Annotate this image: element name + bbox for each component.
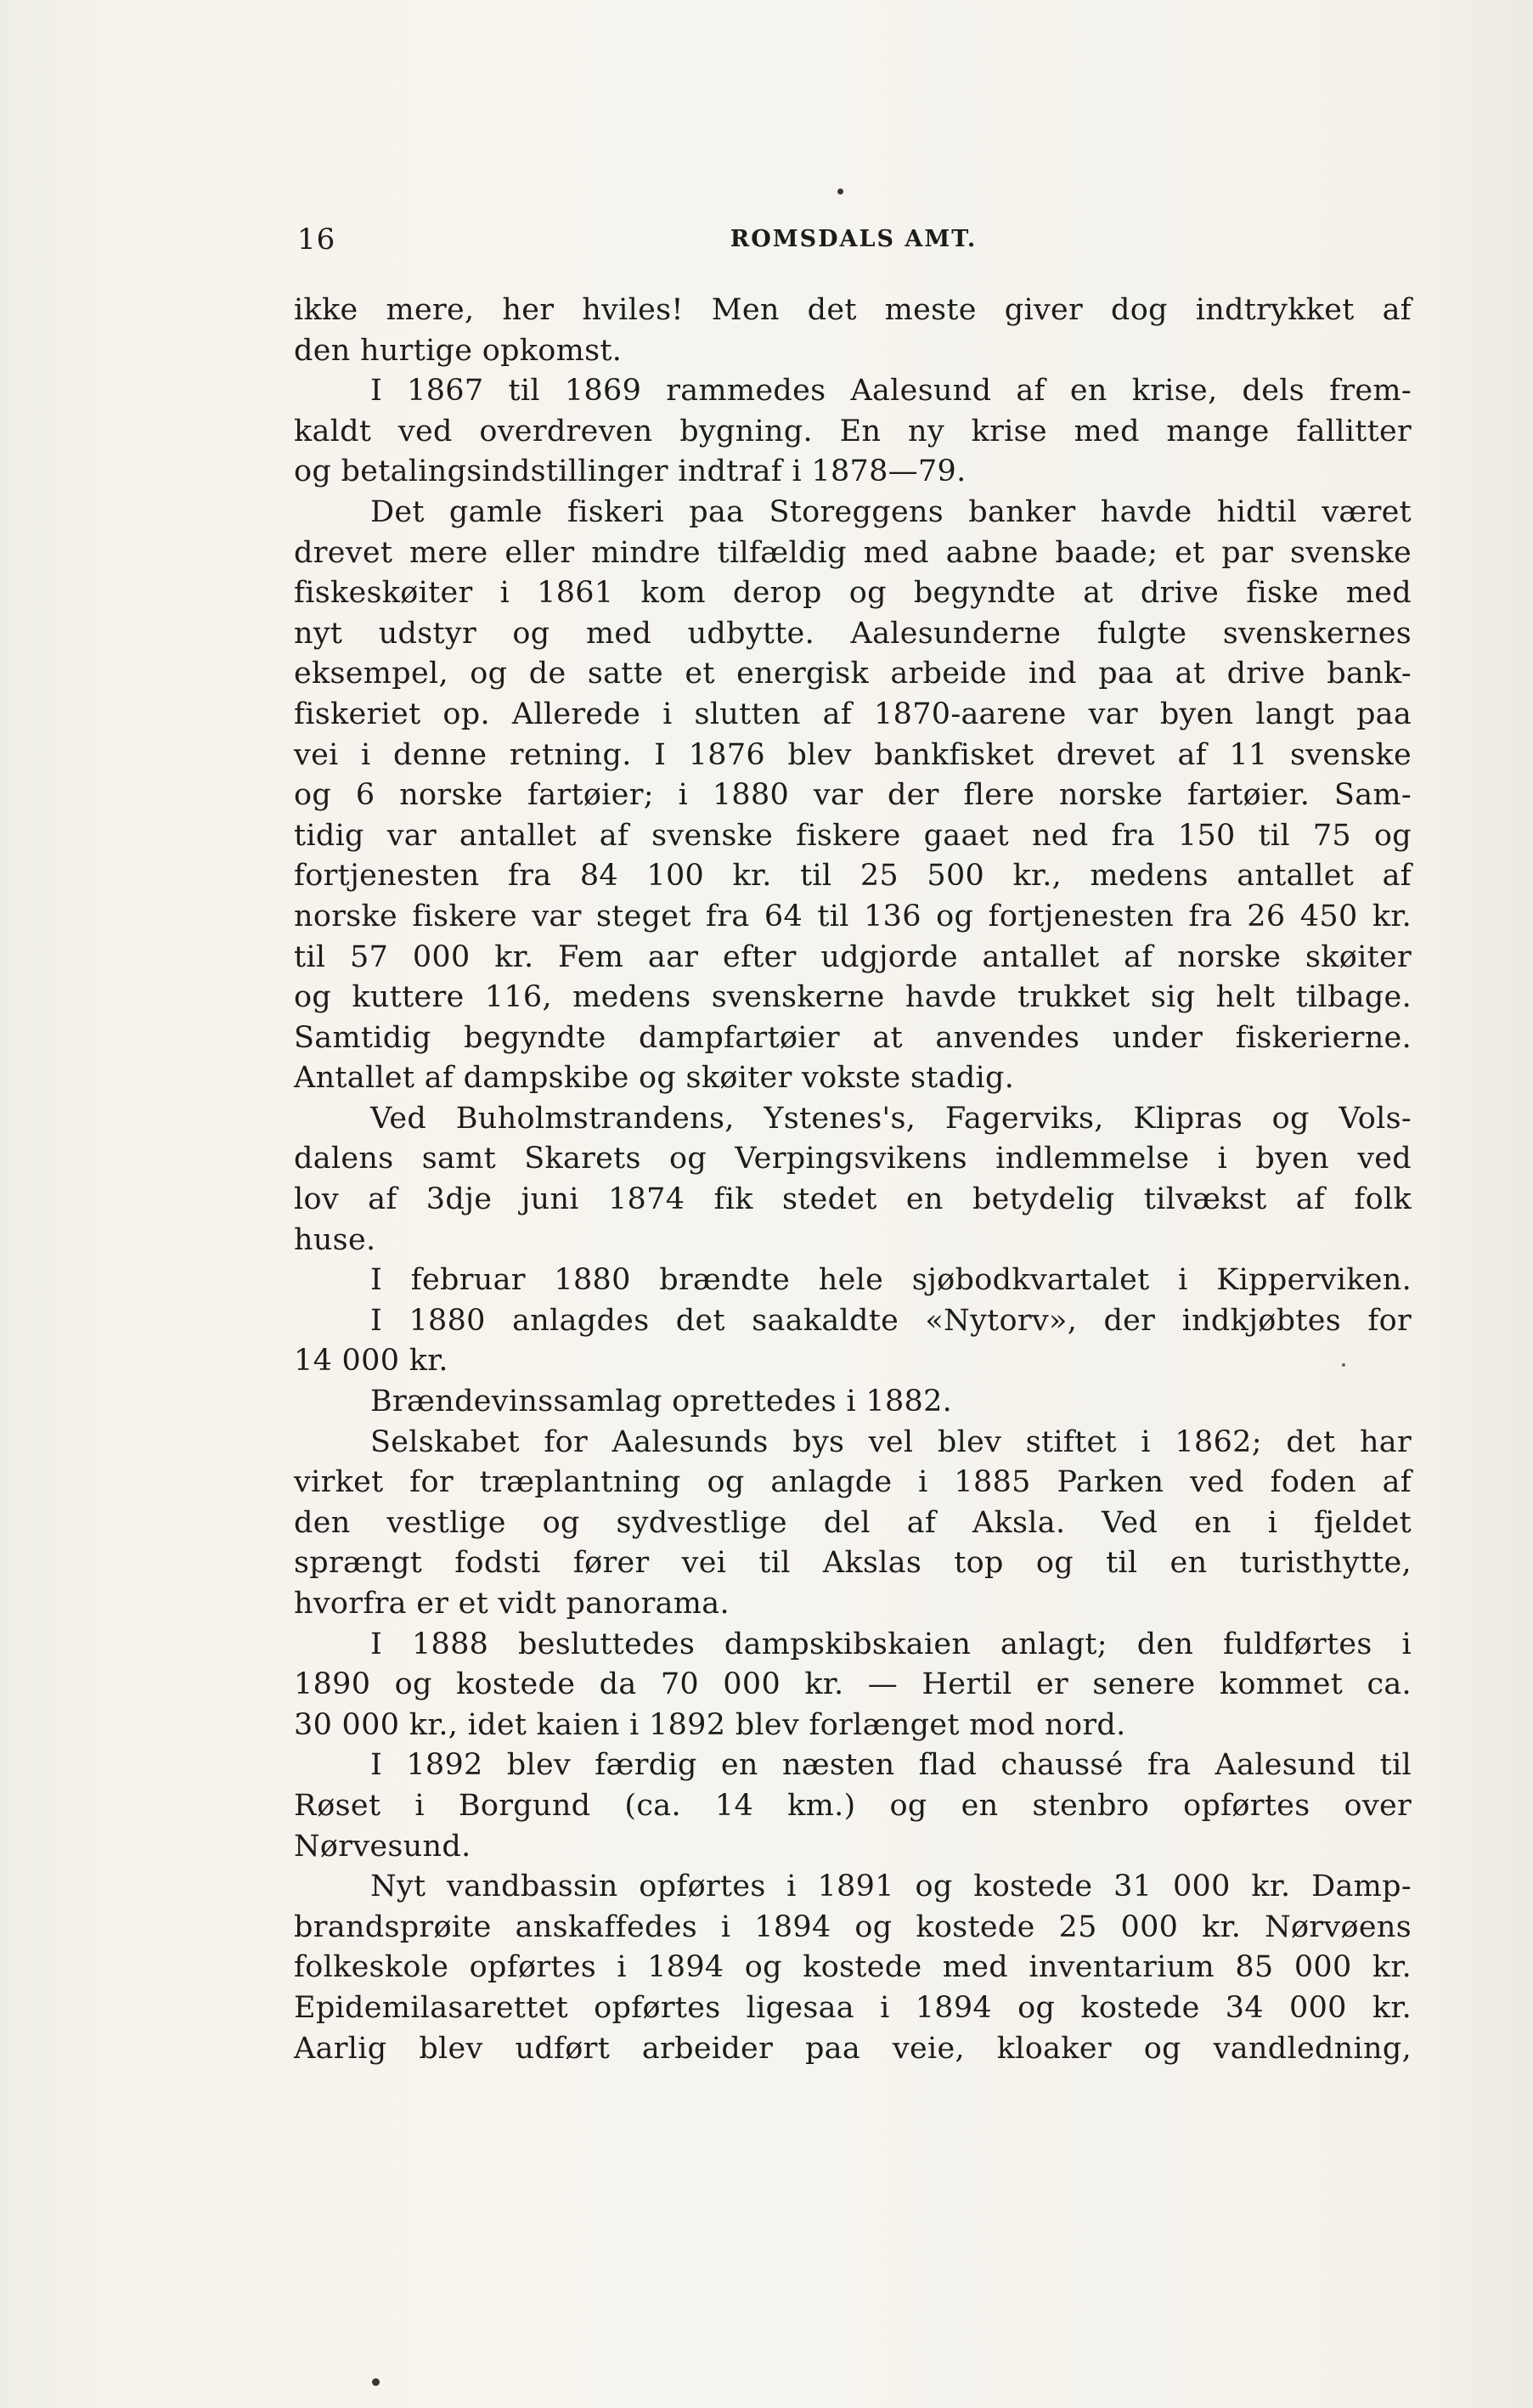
text-line: I 1888 besluttedes dampskibskaien anlagt; den fuldførtes i — [370, 1627, 1412, 1661]
text-line: Samtidig begyndte dampfartøier at anvendes under fiskerierne. — [294, 1020, 1412, 1055]
text-line: fortjenesten fra 84 100 kr. til 25 500 kr., medens antallet af — [294, 859, 1412, 894]
text-line: Selskabet for Aalesunds bys vel blev stiftet i 1862; det har — [370, 1424, 1412, 1459]
ink-speck-top — [837, 189, 843, 195]
text-line: Det gamle fiskeri paa Storeggens banker havde hidtil været — [370, 494, 1412, 529]
text-line: fiskeriet op. Allerede i slutten af 1870-aarene var byen langt paa — [294, 696, 1412, 731]
text-line: Brændevinssamlag oprettedes i 1882. — [370, 1384, 953, 1419]
text-line: 14 000 kr. — [294, 1344, 448, 1379]
text-line: Nyt vandbassin opførtes i 1891 og kostede 31 000 kr. Damp- — [370, 1869, 1412, 1904]
text-line: I februar 1880 brændte hele sjøbodkvartalet i Kipperviken. — [370, 1263, 1412, 1298]
text-line: Ved Buholmstrandens, Ystenes's, Fagerviks, Klipras og Vols- — [370, 1101, 1412, 1136]
text-line: 1890 og kostede da 70 000 kr. — Hertil er senere kommet ca. — [294, 1667, 1412, 1702]
text-line: folkeskole opførtes i 1894 og kostede med inventarium 85 000 kr. — [294, 1950, 1412, 1985]
text-line: Aarlig blev udført arbeider paa veie, kloaker og vandledning, — [294, 2031, 1412, 2066]
text-line: tidig var antallet af svenske fiskere gaaet ned fra 150 til 75 og — [294, 818, 1412, 853]
ink-speck-bottom — [372, 2378, 380, 2386]
page-header — [297, 223, 1410, 257]
text-line: fiskeskøiter i 1861 kom derop og begyndte at drive fiske med — [294, 576, 1412, 611]
text-line: og betalingsindstillinger indtraf i 1878—79. — [294, 454, 967, 489]
text-line: og kuttere 116, medens svenskerne havde trukket sig helt tilbage. — [294, 980, 1412, 1015]
text-line: Nørvesund. — [294, 1829, 471, 1864]
text-line: kaldt ved overdreven bygning. En ny krise med mange fallitter — [294, 414, 1412, 448]
text-line: I 1892 blev færdig en næsten flad chaussé fra Aalesund til — [370, 1748, 1412, 1783]
text-line: I 1867 til 1869 rammedes Aalesund af en krise, dels frem- — [370, 374, 1412, 409]
text-line: vei i denne retning. I 1876 blev bankfisket drevet af 11 svenske — [294, 737, 1412, 772]
text-line: 30 000 kr., idet kaien i 1892 blev forlænget mod nord. — [294, 1707, 1126, 1742]
body-text — [294, 290, 1412, 2069]
text-line: norske fiskere var steget fra 64 til 136 og fortjenesten fra 26 450 kr. — [294, 899, 1412, 933]
text-line: I 1880 anlagdes det saakaldte «Nytorv», der indkjøbtes for — [370, 1303, 1412, 1338]
text-line: brandsprøite anskaffedes i 1894 og kostede 25 000 kr. Nørvøens — [294, 1909, 1412, 1944]
running-title: ROMSDALS AMT. — [730, 226, 978, 252]
text-line: og 6 norske fartøier; i 1880 var der flere norske fartøier. Sam- — [294, 778, 1412, 813]
text-line: den hurtige opkomst. — [294, 333, 623, 368]
text-line: Epidemilasarettet opførtes ligesaa i 1894 og kostede 34 000 kr. — [294, 1990, 1412, 2025]
text-line: virket for træplantning og anlagde i 1885 Parken ved foden af — [294, 1465, 1412, 1500]
text-line: Antallet af dampskibe og skøiter vokste stadig. — [294, 1061, 1015, 1096]
text-line: nyt udstyr og med udbytte. Aalesunderne fulgte svenskernes — [294, 616, 1412, 651]
text-line: den vestlige og sydvestlige del af Aksla. Ved en i fjeldet — [294, 1505, 1412, 1540]
text-line: til 57 000 kr. Fem aar efter udgjorde antallet af norske skøiter — [294, 939, 1412, 974]
text-line: hvorfra er et vidt panorama. — [294, 1587, 730, 1621]
text-line: huse. — [294, 1222, 376, 1257]
text-line: ikke mere, her hviles! Men det meste giver dog indtrykket af — [294, 293, 1412, 327]
text-line: dalens samt Skarets og Verpingsvikens indlemmelse i byen ved — [294, 1142, 1412, 1176]
text-line: lov af 3dje juni 1874 fik stedet en betydelig tilvækst af folk — [294, 1182, 1412, 1217]
text-line: Røset i Borgund (ca. 14 km.) og en stenbro opførtes over — [294, 1788, 1412, 1823]
text-line: drevet mere eller mindre tilfældig med aabne baade; et par svenske — [294, 535, 1412, 570]
text-line: eksempel, og de satte et energisk arbeide ind paa at drive bank- — [294, 657, 1412, 691]
text-line: sprængt fodsti fører vei til Akslas top og til en turisthytte, — [294, 1546, 1412, 1581]
page-number: 16 — [297, 223, 336, 257]
